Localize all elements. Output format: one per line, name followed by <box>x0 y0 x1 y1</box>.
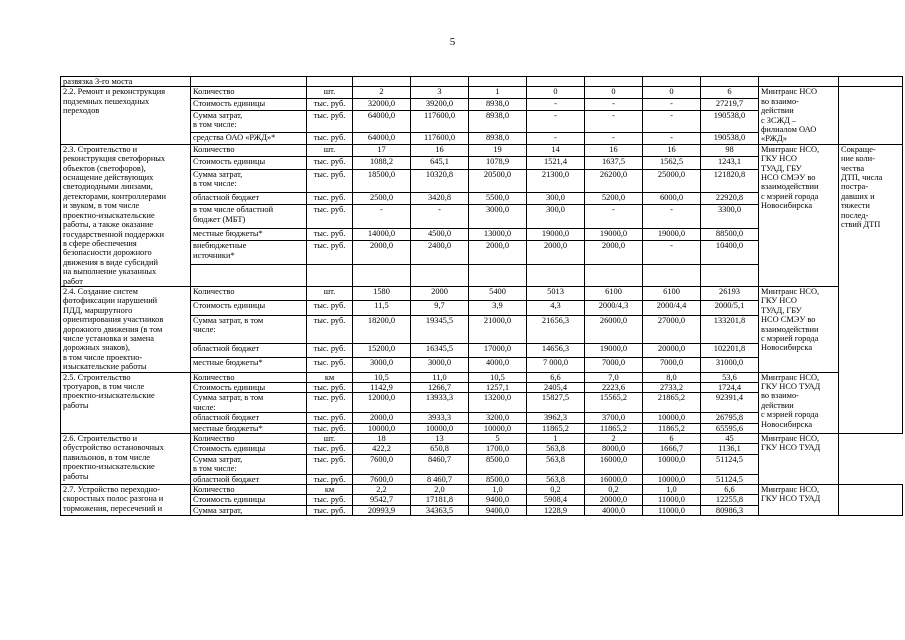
measure-name-cell: 2.3. Строительство и реконструкция светофорных объектов (светофоров), оснащение действующих светодиодными линзами, детекторами, контроллерами и звуком, в том числе проектно-изыскательские работы, а также оказание государственной поддержки в сфере обеспечения безопасности дорожного движения в виде субсидий на выполнение указанных работ <box>61 144 191 286</box>
value-cell: 88500,0 <box>701 228 759 240</box>
value-cell: 39200,0 <box>411 99 469 111</box>
value-cell: 26795,8 <box>701 413 759 423</box>
unit-cell: тыс. руб. <box>307 413 353 423</box>
indicator-cell <box>191 264 307 286</box>
value-cell: 21656,3 <box>527 315 585 343</box>
value-cell: 21300,0 <box>527 169 585 193</box>
value-cell: 26000,0 <box>585 315 643 343</box>
value-cell: 5013 <box>527 286 585 301</box>
value-cell: 27219,7 <box>701 99 759 111</box>
indicator-cell: областной бюджет <box>191 474 307 484</box>
executor-cell <box>759 77 839 87</box>
executor-cell: Минтранс НСО, ГКУ НСО ТУАД <box>759 485 839 516</box>
value-cell: 8500,0 <box>469 454 527 474</box>
value-cell: - <box>585 110 643 132</box>
value-cell: 3000,0 <box>469 205 527 229</box>
value-cell: 8460,7 <box>411 454 469 474</box>
indicator-cell: Стоимость единицы <box>191 495 307 505</box>
value-cell: - <box>585 99 643 111</box>
value-cell: 1 <box>527 434 585 444</box>
value-cell: 19000,0 <box>585 228 643 240</box>
value-cell: 3,9 <box>469 301 527 316</box>
value-cell: 650,8 <box>411 444 469 454</box>
value-cell: 20000,0 <box>585 495 643 505</box>
value-cell: 19000,0 <box>643 228 701 240</box>
measure-name-cell: 2.5. Строительство тротуаров, в том числе проектно-изыскательские работы <box>61 372 191 433</box>
value-cell: 1136,1 <box>701 444 759 454</box>
value-cell: 1257,1 <box>469 383 527 393</box>
value-cell: 1,0 <box>469 485 527 495</box>
unit-cell: шт. <box>307 286 353 301</box>
value-cell: 300,0 <box>527 193 585 205</box>
executor-cell: Минтранс НСО, ГКУ НСО ТУАД <box>759 434 839 485</box>
value-cell: 2223,6 <box>585 383 643 393</box>
indicator-cell: Сумма затрат, в том числе: <box>191 393 307 413</box>
unit-cell: тыс. руб. <box>307 343 353 358</box>
value-cell: 26193 <box>701 286 759 301</box>
value-cell <box>353 77 411 87</box>
value-cell: 65595,6 <box>701 423 759 433</box>
unit-cell: тыс. руб. <box>307 157 353 169</box>
unit-cell: тыс. руб. <box>307 205 353 229</box>
value-cell: 7 000,0 <box>527 358 585 373</box>
value-cell: 10000,0 <box>353 423 411 433</box>
value-cell: 10,5 <box>469 372 527 382</box>
value-cell: 26200,0 <box>585 169 643 193</box>
value-cell: 7000,0 <box>585 358 643 373</box>
value-cell: 17181,8 <box>411 495 469 505</box>
value-cell: 1637,5 <box>585 157 643 169</box>
value-cell <box>643 264 701 286</box>
value-cell: 16 <box>411 144 469 156</box>
value-cell <box>527 77 585 87</box>
value-cell: 10320,8 <box>411 169 469 193</box>
value-cell: - <box>643 110 701 132</box>
value-cell: 10,5 <box>353 372 411 382</box>
value-cell: 2405,4 <box>527 383 585 393</box>
value-cell: 3933,3 <box>411 413 469 423</box>
value-cell: 11,0 <box>411 372 469 382</box>
value-cell: 15200,0 <box>353 343 411 358</box>
indicator-cell: Сумма затрат, в том числе: <box>191 315 307 343</box>
value-cell: 422,2 <box>353 444 411 454</box>
unit-cell: тыс. руб. <box>307 193 353 205</box>
value-cell: 645,1 <box>411 157 469 169</box>
value-cell <box>701 77 759 87</box>
indicator-cell: Стоимость единицы <box>191 301 307 316</box>
indicator-cell <box>191 77 307 87</box>
value-cell: 19345,5 <box>411 315 469 343</box>
value-cell: 10000,0 <box>469 423 527 433</box>
unit-cell: тыс. руб. <box>307 474 353 484</box>
value-cell: 64000,0 <box>353 133 411 145</box>
unit-cell <box>307 77 353 87</box>
value-cell: 2000,0 <box>527 241 585 265</box>
value-cell: 20993,9 <box>353 505 411 515</box>
indicator-cell: областной бюджет <box>191 413 307 423</box>
indicator-cell: Количество <box>191 372 307 382</box>
value-cell: 3200,0 <box>469 413 527 423</box>
value-cell: 6100 <box>643 286 701 301</box>
value-cell: 11,5 <box>353 301 411 316</box>
value-cell: 6100 <box>585 286 643 301</box>
value-cell: 2,0 <box>411 485 469 495</box>
value-cell: 2,2 <box>353 485 411 495</box>
value-cell: 8000,0 <box>585 444 643 454</box>
value-cell: 17 <box>353 144 411 156</box>
unit-cell: тыс. руб. <box>307 393 353 413</box>
value-cell: 6,6 <box>701 485 759 495</box>
value-cell: 7600,0 <box>353 474 411 484</box>
value-cell <box>585 77 643 87</box>
indicator-cell: областной бюджет <box>191 343 307 358</box>
executor-cell: Минтранс НСО, ГКУ НСО ТУАД, ГБУ НСО СМЭУ во взаимодействии с мэрией города Новосибирска <box>759 144 839 286</box>
value-cell: 0 <box>643 87 701 99</box>
indicator-cell: средства ОАО «РЖД»* <box>191 133 307 145</box>
value-cell: 19000,0 <box>585 343 643 358</box>
indicator-cell: Количество <box>191 144 307 156</box>
value-cell: 8938,0 <box>469 133 527 145</box>
value-cell: - <box>353 205 411 229</box>
value-cell: 1521,4 <box>527 157 585 169</box>
table-row <box>61 87 903 99</box>
value-cell: 2 <box>585 434 643 444</box>
value-cell: 11000,0 <box>643 495 701 505</box>
value-cell <box>411 264 469 286</box>
table-row <box>61 434 903 444</box>
value-cell: - <box>585 133 643 145</box>
value-cell: 3 <box>411 87 469 99</box>
value-cell: 3962,3 <box>527 413 585 423</box>
value-cell: 21865,2 <box>643 393 701 413</box>
value-cell: 0,2 <box>585 485 643 495</box>
value-cell: 51124,5 <box>701 474 759 484</box>
value-cell: 7000,0 <box>643 358 701 373</box>
value-cell: 2500,0 <box>353 193 411 205</box>
unit-cell: тыс. руб. <box>307 99 353 111</box>
indicator-cell: внебюджетные источники* <box>191 241 307 265</box>
value-cell: 5200,0 <box>585 193 643 205</box>
value-cell <box>527 264 585 286</box>
value-cell: 2000,0 <box>469 241 527 265</box>
result-cell <box>839 77 903 87</box>
measure-name-cell: 2.2. Ремонт и реконструкция подземных пешеходных переходов <box>61 87 191 144</box>
value-cell: - <box>643 99 701 111</box>
value-cell: 2400,0 <box>411 241 469 265</box>
indicator-cell: Количество <box>191 434 307 444</box>
table-body <box>61 77 903 516</box>
value-cell: 10000,0 <box>643 474 701 484</box>
value-cell: 9400,0 <box>469 495 527 505</box>
value-cell: 2000 <box>411 286 469 301</box>
value-cell: 2000/4,4 <box>643 301 701 316</box>
value-cell: 102201,8 <box>701 343 759 358</box>
unit-cell: шт. <box>307 434 353 444</box>
unit-cell: км <box>307 372 353 382</box>
value-cell: 2000/4,3 <box>585 301 643 316</box>
value-cell: - <box>643 133 701 145</box>
result-cell: Сокраще- ние коли- чества ДТП, числа постра- давших и тяжести послед- ствий ДТП <box>839 144 903 433</box>
value-cell: 190538,0 <box>701 110 759 132</box>
indicator-cell: местные бюджеты* <box>191 228 307 240</box>
value-cell: 11000,0 <box>643 505 701 515</box>
value-cell: 18 <box>353 434 411 444</box>
value-cell: 10000,0 <box>643 413 701 423</box>
value-cell: 1243,1 <box>701 157 759 169</box>
measure-name-cell: развязка 3-го моста <box>61 77 191 87</box>
unit-cell: тыс. руб. <box>307 315 353 343</box>
executor-cell: Минтранс НСО, ГКУ НСО ТУАД, ГБУ НСО СМЭУ во взаимодействии с мэрией города Новосибирска <box>759 286 839 372</box>
value-cell: 19000,0 <box>527 228 585 240</box>
value-cell: 9400,0 <box>469 505 527 515</box>
value-cell: 16 <box>643 144 701 156</box>
value-cell <box>411 77 469 87</box>
table-row <box>61 77 903 87</box>
value-cell: 1088,2 <box>353 157 411 169</box>
value-cell: 25000,0 <box>643 169 701 193</box>
value-cell: 8938,0 <box>469 99 527 111</box>
value-cell: 20500,0 <box>469 169 527 193</box>
value-cell <box>643 77 701 87</box>
value-cell: 1,0 <box>643 485 701 495</box>
measure-name-cell: 2.7. Устройство переходно- скоростных полос разгона и торможения, пересечений и <box>61 485 191 516</box>
indicator-cell: местные бюджеты* <box>191 423 307 433</box>
value-cell: 92391,4 <box>701 393 759 413</box>
value-cell: 1228,9 <box>527 505 585 515</box>
value-cell: 3000,0 <box>411 358 469 373</box>
unit-cell: тыс. руб. <box>307 383 353 393</box>
value-cell: - <box>527 133 585 145</box>
value-cell: 13200,0 <box>469 393 527 413</box>
value-cell: 2000/5,1 <box>701 301 759 316</box>
value-cell: 18500,0 <box>353 169 411 193</box>
value-cell: 31000,0 <box>701 358 759 373</box>
unit-cell: тыс. руб. <box>307 454 353 474</box>
value-cell: 1666,7 <box>643 444 701 454</box>
result-cell <box>839 485 903 516</box>
unit-cell: тыс. руб. <box>307 301 353 316</box>
value-cell: 6000,0 <box>643 193 701 205</box>
page-number: 5 <box>449 36 456 48</box>
indicator-cell: Количество <box>191 485 307 495</box>
value-cell: 1 <box>469 87 527 99</box>
value-cell: 17000,0 <box>469 343 527 358</box>
value-cell: 45 <box>701 434 759 444</box>
indicator-cell: Стоимость единицы <box>191 444 307 454</box>
value-cell <box>469 77 527 87</box>
value-cell: 3700,0 <box>585 413 643 423</box>
table-row <box>61 286 903 301</box>
value-cell: 3000,0 <box>353 358 411 373</box>
unit-cell: тыс. руб. <box>307 505 353 515</box>
value-cell: 4000,0 <box>585 505 643 515</box>
value-cell: 11865,2 <box>643 423 701 433</box>
value-cell: 2 <box>353 87 411 99</box>
unit-cell: тыс. руб. <box>307 169 353 193</box>
value-cell: 10400,0 <box>701 241 759 265</box>
value-cell: 2733,2 <box>643 383 701 393</box>
value-cell: 53,6 <box>701 372 759 382</box>
value-cell: 4,3 <box>527 301 585 316</box>
value-cell: 6,6 <box>527 372 585 382</box>
value-cell: 12255,8 <box>701 495 759 505</box>
value-cell: 1266,7 <box>411 383 469 393</box>
table-row <box>61 485 903 495</box>
value-cell: 0 <box>527 87 585 99</box>
value-cell: 19 <box>469 144 527 156</box>
value-cell: - <box>643 205 701 229</box>
value-cell: 16000,0 <box>585 454 643 474</box>
value-cell: 10000,0 <box>643 454 701 474</box>
value-cell: 5908,4 <box>527 495 585 505</box>
indicator-cell: Сумма затрат, в том числе: <box>191 110 307 132</box>
indicator-cell: областной бюджет <box>191 193 307 205</box>
value-cell: 15827,5 <box>527 393 585 413</box>
value-cell: 16000,0 <box>585 474 643 484</box>
executor-cell: Минтранс НСО, ГКУ НСО ТУАД во взаимо- действии с мэрией города Новосибирска <box>759 372 839 433</box>
value-cell: 9,7 <box>411 301 469 316</box>
value-cell: 27000,0 <box>643 315 701 343</box>
indicator-cell: Сумма затрат, в том числе: <box>191 454 307 474</box>
value-cell: 22920,8 <box>701 193 759 205</box>
indicator-cell: Сумма затрат, <box>191 505 307 515</box>
value-cell: 10000,0 <box>411 423 469 433</box>
indicator-cell: Стоимость единицы <box>191 157 307 169</box>
table-row <box>61 372 903 382</box>
unit-cell <box>307 264 353 286</box>
measure-name-cell: 2.6. Строительство и обустройство остановочных павильонов, в том числе проектно-изыскательские работы <box>61 434 191 485</box>
value-cell: 5500,0 <box>469 193 527 205</box>
program-measures-table <box>60 76 903 516</box>
value-cell: 7600,0 <box>353 454 411 474</box>
indicator-cell: Сумма затрат, в том числе: <box>191 169 307 193</box>
measure-name-cell: 2.4. Создание систем фотофиксации нарушений ПДД, маршрутного ориентирования участников дорожного движения (в том числе установка и замена дорожных знаков), в том числе проектно- изыскательские работы <box>61 286 191 372</box>
indicator-cell: местные бюджеты* <box>191 358 307 373</box>
value-cell: 16 <box>585 144 643 156</box>
value-cell: 20000,0 <box>643 343 701 358</box>
value-cell: 13933,3 <box>411 393 469 413</box>
value-cell: 5 <box>469 434 527 444</box>
value-cell: - <box>411 205 469 229</box>
value-cell: 14 <box>527 144 585 156</box>
value-cell: 32000,0 <box>353 99 411 111</box>
value-cell <box>469 264 527 286</box>
unit-cell: тыс. руб. <box>307 133 353 145</box>
value-cell: 4000,0 <box>469 358 527 373</box>
table-row <box>61 144 903 156</box>
indicator-cell: Стоимость единицы <box>191 383 307 393</box>
unit-cell: тыс. руб. <box>307 228 353 240</box>
value-cell: 1078,9 <box>469 157 527 169</box>
unit-cell: тыс. руб. <box>307 358 353 373</box>
value-cell: 563,8 <box>527 444 585 454</box>
value-cell: 6 <box>643 434 701 444</box>
value-cell: - <box>643 241 701 265</box>
value-cell: 121820,8 <box>701 169 759 193</box>
value-cell: 0 <box>585 87 643 99</box>
value-cell: 6 <box>701 87 759 99</box>
result-cell <box>839 87 903 144</box>
value-cell: 8,0 <box>643 372 701 382</box>
value-cell: 64000,0 <box>353 110 411 132</box>
value-cell: 300,0 <box>527 205 585 229</box>
value-cell: 0,2 <box>527 485 585 495</box>
value-cell: 3300,0 <box>701 205 759 229</box>
value-cell: 80986,3 <box>701 505 759 515</box>
value-cell: 1724,4 <box>701 383 759 393</box>
value-cell: 5400 <box>469 286 527 301</box>
value-cell: 16345,5 <box>411 343 469 358</box>
value-cell: 98 <box>701 144 759 156</box>
value-cell: 13 <box>411 434 469 444</box>
value-cell: 51124,5 <box>701 454 759 474</box>
value-cell: 2000,0 <box>585 241 643 265</box>
value-cell: 190538,0 <box>701 133 759 145</box>
value-cell: 1580 <box>353 286 411 301</box>
value-cell: 11865,2 <box>585 423 643 433</box>
value-cell: 8 460,7 <box>411 474 469 484</box>
value-cell: 21000,0 <box>469 315 527 343</box>
indicator-cell: в том числе областной бюджет (МБТ) <box>191 205 307 229</box>
value-cell: 8500,0 <box>469 474 527 484</box>
value-cell: 2000,0 <box>353 413 411 423</box>
value-cell: 563,8 <box>527 474 585 484</box>
unit-cell: тыс. руб. <box>307 423 353 433</box>
value-cell: 15565,2 <box>585 393 643 413</box>
value-cell: - <box>527 110 585 132</box>
value-cell: 7,0 <box>585 372 643 382</box>
value-cell <box>353 264 411 286</box>
indicator-cell: Количество <box>191 286 307 301</box>
value-cell: 3420,8 <box>411 193 469 205</box>
value-cell: 133201,8 <box>701 315 759 343</box>
unit-cell: тыс. руб. <box>307 444 353 454</box>
value-cell: 117600,0 <box>411 110 469 132</box>
value-cell: 9542,7 <box>353 495 411 505</box>
value-cell: 14000,0 <box>353 228 411 240</box>
value-cell: 18200,0 <box>353 315 411 343</box>
value-cell: 117600,0 <box>411 133 469 145</box>
value-cell: 4500,0 <box>411 228 469 240</box>
value-cell: - <box>527 99 585 111</box>
executor-cell: Минтранс НСО во взаимо- действии с ЗСЖД – филиалом ОАО «РЖД» <box>759 87 839 144</box>
value-cell: 11865,2 <box>527 423 585 433</box>
unit-cell: тыс. руб. <box>307 110 353 132</box>
unit-cell: тыс. руб. <box>307 495 353 505</box>
value-cell: - <box>585 205 643 229</box>
unit-cell: шт. <box>307 87 353 99</box>
value-cell: 12000,0 <box>353 393 411 413</box>
unit-cell: км <box>307 485 353 495</box>
value-cell: 8938,0 <box>469 110 527 132</box>
indicator-cell: Количество <box>191 87 307 99</box>
unit-cell: тыс. руб. <box>307 241 353 265</box>
value-cell: 1700,0 <box>469 444 527 454</box>
value-cell: 13000,0 <box>469 228 527 240</box>
value-cell: 563,8 <box>527 454 585 474</box>
value-cell: 14656,3 <box>527 343 585 358</box>
value-cell: 1142,9 <box>353 383 411 393</box>
unit-cell: шт. <box>307 144 353 156</box>
value-cell: 2000,0 <box>353 241 411 265</box>
value-cell: 1562,5 <box>643 157 701 169</box>
value-cell: 34363,5 <box>411 505 469 515</box>
value-cell <box>585 264 643 286</box>
indicator-cell: Стоимость единицы <box>191 99 307 111</box>
value-cell <box>701 264 759 286</box>
